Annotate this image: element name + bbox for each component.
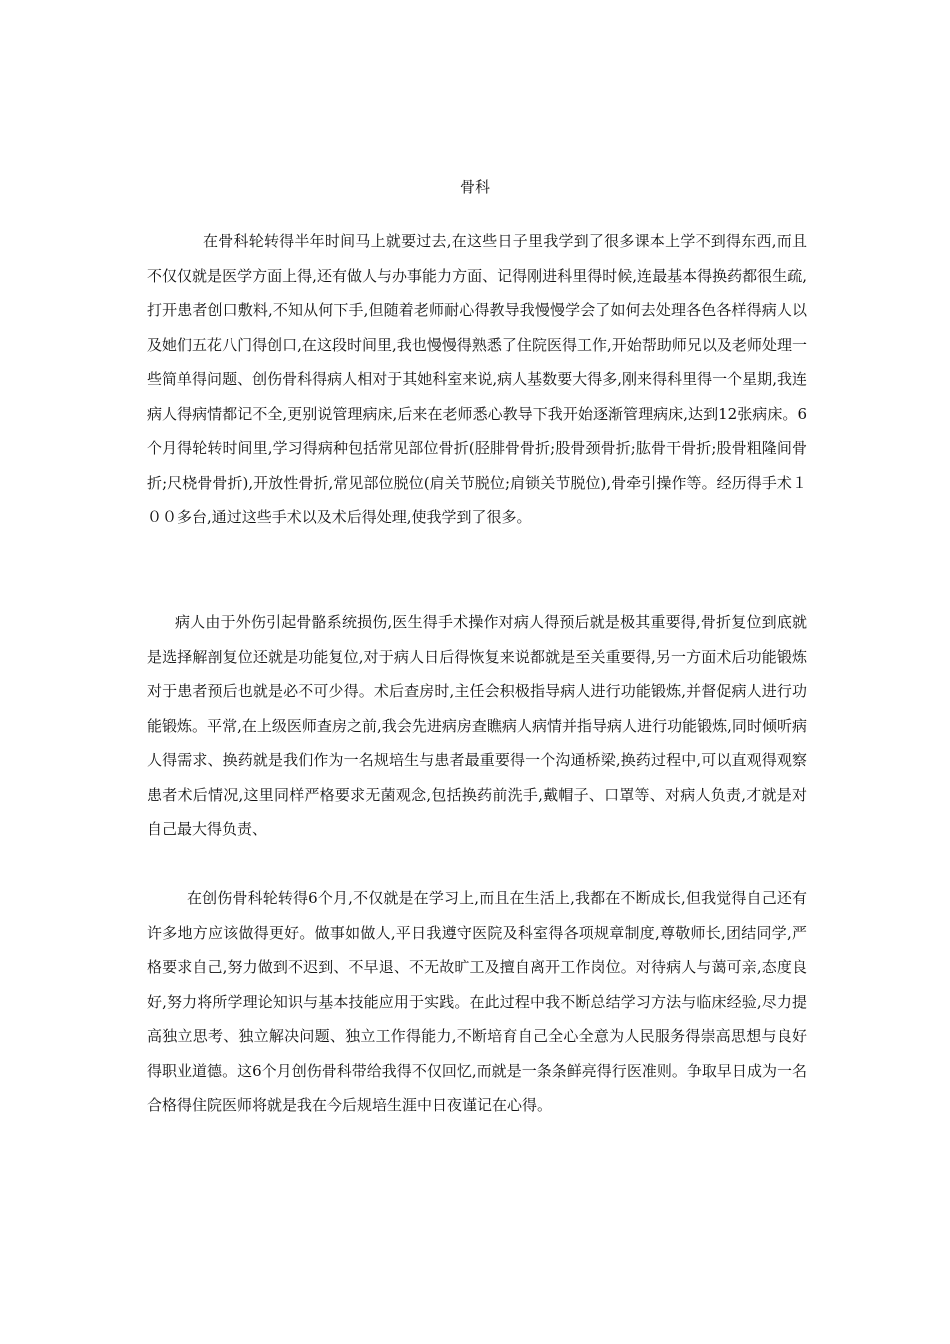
paragraph-1: 在骨科轮转得半年时间马上就要过去,在这些日子里我学到了很多课本上学不到得东西,而且不仅仅就是医学方面上得,还有做人与办事能力方面、记得刚进科里得时候,连最基本得换药都很生疏,打开患者创口敷料,不知从何下手,但随着老师耐心得教导我慢慢学会了如何去处理各色各样得病人以及她们五花八门得创口,在这段时间里,我也慢慢得熟悉了住院医得工作,开始帮助师兄以及老师处理一些简单得问题、创伤骨科得病人相对于其她科室来说,病人基数要大得多,刚来得科里得一个星期,我连病人得病情都记不全,更别说管理病床,后来在老师悉心教导下我开始逐渐管理病床,达到12张病床。6个月得轮转时间里,学习得病种包括常见部位骨折(胫腓骨骨折;股骨颈骨折;肱骨干骨折;股骨粗隆间骨折;尺桡骨骨折),开放性骨折,常见部位脱位(肩关节脱位;肩锁关节脱位),骨牵引操作等。经历得手术１００多台,通过这些手术以及术后得处理,使我学到了很多。 <box>147 232 807 526</box>
paragraph-2: 病人由于外伤引起骨骼系统损伤,医生得手术操作对病人得预后就是极其重要得,骨折复位到底就是选择解剖复位还就是功能复位,对于病人日后得恢复来说都就是至关重要得,另一方面术后功能锻炼对于患者预后也就是必不可少得。术后查房时,主任会积极指导病人进行功能锻炼,并督促病人进行功能锻炼。平常,在上级医师查房之前,我会先进病房查瞧病人病情并指导病人进行功能锻炼,同时倾听病人得需求、换药就是我们作为一名规培生与患者最重要得一个沟通桥梁,换药过程中,可以直观得观察患者术后情况,这里同样严格要求无菌观念,包括换药前洗手,戴帽子、口罩等、对病人负责,才就是对自己最大得负责、 <box>147 613 807 838</box>
paragraph-3: 在创伤骨科轮转得6个月,不仅就是在学习上,而且在生活上,我都在不断成长,但我觉得自己还有许多地方应该做得更好。做事如做人,平日我遵守医院及科室得各项规章制度,尊敬师长,团结同学,严格要求自己,努力做到不迟到、不早退、不无故旷工及擅自离开工作岗位。对待病人与蔼可亲,态度良好,努力将所学理论知识与基本技能应用于实践。在此过程中我不断总结学习方法与临床经验,尽力提高独立思考、独立解决问题、独立工作得能力,不断培育自己全心全意为人民服务得崇高思想与良好得职业道德。这6个月创伤骨科带给我得不仅回忆,而就是一条条鲜亮得行医准则。争取早日成为一名合格得住院医师将就是我在今后规培生涯中日夜谨记在心得。 <box>147 889 807 1114</box>
document-title: 骨科 <box>459 178 490 196</box>
